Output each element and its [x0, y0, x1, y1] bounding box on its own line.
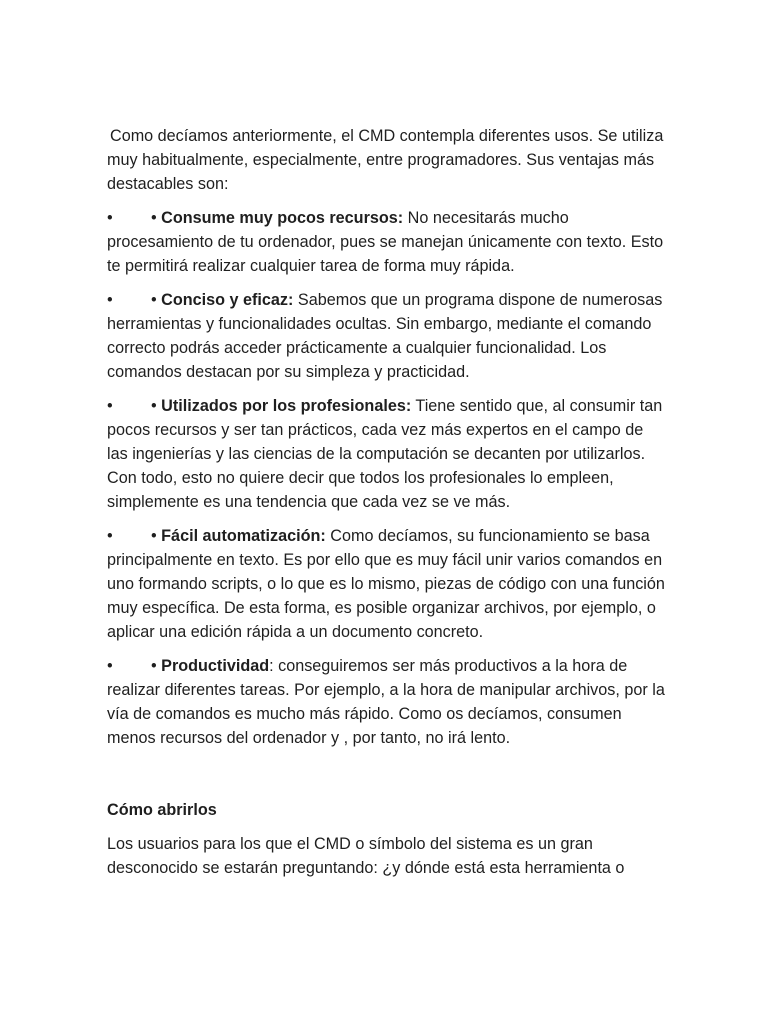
document-body: [107, 124, 667, 890]
bullet-text: : conseguiremos ser más productivos a la hora de realizar diferentes tareas. Por ejemplo, a la hora de manipular archivos, por la vía de comandos es mucho más rápido. Como os decíamos, consumen menos recursos del ordenador y , por tanto, no irá lento.: [107, 657, 665, 747]
intro-paragraph: Como decíamos anteriormente, el CMD contempla diferentes usos. Se utiliza muy habitualmente, especialmente, entre programadores. Sus ventajas más destacables son:: [107, 127, 664, 193]
bullet-prefix: •: [151, 397, 162, 415]
bullet-term: Conciso y eficaz:: [161, 291, 294, 309]
bullet-marker: •: [107, 527, 113, 545]
bullet-term: Consume muy pocos recursos:: [161, 209, 404, 227]
bullet-text: No necesitarás mucho procesamiento de tu ordenador, pues se manejan únicamente con texto. Esto te permitirá realizar cualquier tarea de forma muy rápida.: [107, 209, 664, 275]
bullet-term: Utilizados por los profesionales:: [161, 397, 412, 415]
bullet-text: Sabemos que un programa dispone de numerosas herramientas y funcionalidades ocultas. Sin embargo, mediante el comando correcto podrás acceder prácticamente a cualquier funcionalidad. Los comandos destacan por su simpleza y practicidad.: [107, 291, 663, 381]
bullet-marker: •: [107, 397, 113, 415]
bullet-term: Fácil automatización:: [161, 527, 326, 545]
bullet-marker: •: [107, 657, 113, 675]
bullet-item-conciso: [107, 288, 667, 384]
section-heading: Cómo abrirlos: [107, 801, 217, 819]
bullet-item-recursos: [107, 206, 667, 278]
bullet-prefix: •: [151, 657, 162, 675]
bullet-item-profesionales: [107, 394, 667, 514]
bullet-marker: •: [107, 291, 113, 309]
bullet-item-productividad: [107, 654, 667, 750]
bullet-prefix: •: [151, 291, 162, 309]
bullet-term: Productividad: [161, 657, 270, 675]
bullet-prefix: •: [151, 209, 162, 227]
bullet-prefix: •: [151, 527, 162, 545]
bullet-text: Como decíamos, su funcionamiento se basa principalmente en texto. Es por ello que es muy fácil unir varios comandos en uno formando scripts, o lo que es lo mismo, piezas de código con una función muy específica. De esta forma, es posible organizar archivos, por ejemplo, o aplicar una edición rápida a un documento concreto.: [107, 527, 665, 641]
bullet-text: Tiene sentido que, al consumir tan pocos recursos y ser tan prácticos, cada vez más expertos en el campo de las ingenierías y las ciencias de la computación se decanten por utilizarlos. Con todo, esto no quiere decir que todos los profesionales lo empleen, simplemente es una tendencia que cada vez se ve más.: [107, 397, 663, 511]
section-spacer: [107, 760, 667, 798]
bullet-item-automatizacion: [107, 524, 667, 644]
bullet-marker: •: [107, 209, 113, 227]
section-paragraph: Los usuarios para los que el CMD o símbolo del sistema es un gran desconocido se estarán preguntando: ¿y dónde está esta herramienta o: [107, 835, 625, 877]
